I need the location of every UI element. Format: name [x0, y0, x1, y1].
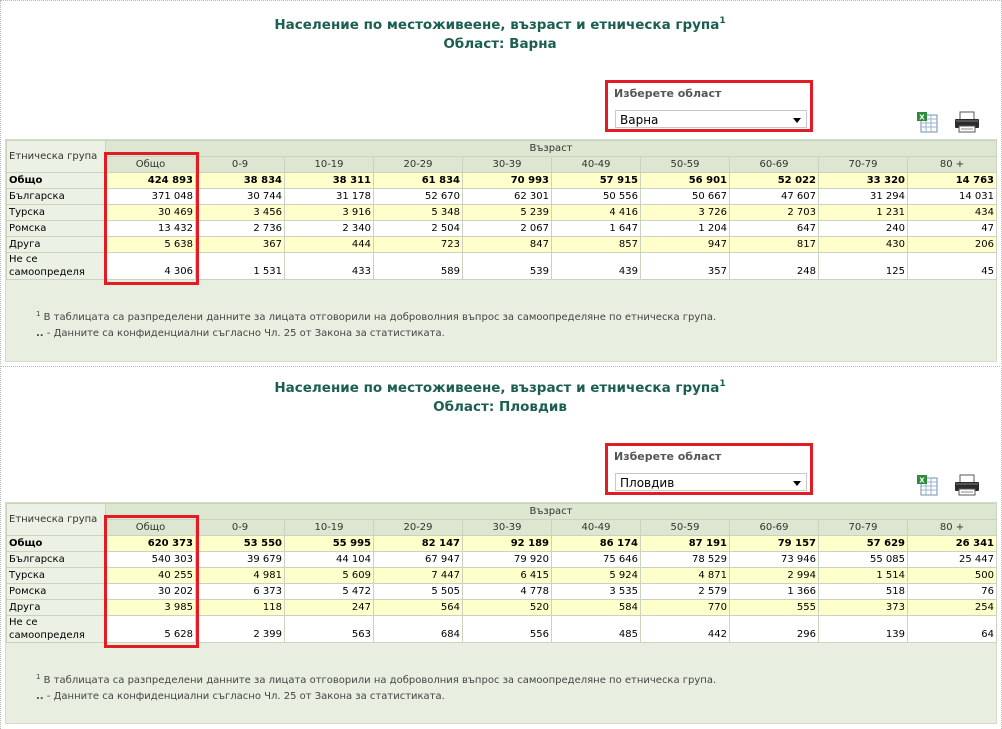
table-cell: 1 514 [819, 568, 908, 584]
table-cell: 56 901 [641, 173, 730, 189]
region-picker-label: Изберете област [614, 450, 722, 463]
table-cell: 30 202 [106, 584, 196, 600]
table-cell: 6 415 [463, 568, 552, 584]
table-cell: 647 [730, 221, 819, 237]
table-cell: 47 607 [730, 189, 819, 205]
table-cell: 75 646 [552, 552, 641, 568]
table-cell: 40 255 [106, 568, 196, 584]
table-cell: 50 556 [552, 189, 641, 205]
table-cell: 78 529 [641, 552, 730, 568]
footnote-mark: 1 [36, 310, 41, 318]
excel-export-icon[interactable] [916, 111, 938, 133]
table-cell: 1 647 [552, 221, 641, 237]
chevron-down-icon [793, 118, 801, 123]
table-cell: 4 778 [463, 584, 552, 600]
table-cell: 57 915 [552, 173, 641, 189]
table-cell: 30 744 [196, 189, 285, 205]
table-cell: 5 628 [106, 616, 196, 643]
row-label: Турска [7, 205, 106, 221]
table-cell: 73 946 [730, 552, 819, 568]
table-cell: 367 [196, 237, 285, 253]
column-header: Общо [106, 520, 196, 536]
table-cell: 563 [285, 616, 374, 643]
printer-icon[interactable] [954, 474, 980, 496]
column-header: 0-9 [196, 520, 285, 536]
column-header: 0-9 [196, 157, 285, 173]
table-cell: 79 157 [730, 536, 819, 552]
column-header: 40-49 [552, 157, 641, 173]
table-cell: 2 994 [730, 568, 819, 584]
printer-icon[interactable] [954, 111, 980, 133]
table-cell: 589 [374, 253, 463, 280]
table-cell: 2 703 [730, 205, 819, 221]
table-cell: 485 [552, 616, 641, 643]
table-cell: 564 [374, 600, 463, 616]
table-cell: 3 916 [285, 205, 374, 221]
table-cell: 2 504 [374, 221, 463, 237]
table-cell: 38 311 [285, 173, 374, 189]
table-cell: 4 306 [106, 253, 196, 280]
table-cell: 118 [196, 600, 285, 616]
row-label: Ромска [7, 221, 106, 237]
table-cell: 556 [463, 616, 552, 643]
table-cell: 444 [285, 237, 374, 253]
table-cell: 50 667 [641, 189, 730, 205]
table-cell: 55 995 [285, 536, 374, 552]
table-cell: 53 550 [196, 536, 285, 552]
region-picker [605, 443, 813, 495]
footnote-mark: 1 [36, 673, 41, 681]
table-cell: 3 456 [196, 205, 285, 221]
table-cell: 5 348 [374, 205, 463, 221]
row-label: Общо [7, 173, 106, 189]
table-cell: 61 834 [374, 173, 463, 189]
column-header: 20-29 [374, 157, 463, 173]
table-cell: 14 031 [908, 189, 997, 205]
table-cell: 87 191 [641, 536, 730, 552]
table-cell: 62 301 [463, 189, 552, 205]
table-cell: 5 472 [285, 584, 374, 600]
table-cell: 47 [908, 221, 997, 237]
row-label: Българска [7, 189, 106, 205]
table-cell: 4 981 [196, 568, 285, 584]
table-cell: 433 [285, 253, 374, 280]
table-cell: 125 [819, 253, 908, 280]
table-cell: 55 085 [819, 552, 908, 568]
table-cell: 1 204 [641, 221, 730, 237]
footnote-2-mark: .. [36, 691, 44, 702]
table-cell: 67 947 [374, 552, 463, 568]
page-title [0, 375, 1000, 417]
table-cell: 2 067 [463, 221, 552, 237]
column-header: 50-59 [641, 157, 730, 173]
table-cell: 430 [819, 237, 908, 253]
row-label: Ромска [7, 584, 106, 600]
table-cell: 64 [908, 616, 997, 643]
title-footnote-mark: 1 [719, 16, 726, 26]
table-cell: 4 416 [552, 205, 641, 221]
table-cell: 4 871 [641, 568, 730, 584]
table-cell: 357 [641, 253, 730, 280]
table-cell: 2 736 [196, 221, 285, 237]
age-header: Възраст [106, 504, 997, 520]
table-cell: 247 [285, 600, 374, 616]
column-header: 30-39 [463, 157, 552, 173]
table-cell: 70 993 [463, 173, 552, 189]
table-cell: 5 239 [463, 205, 552, 221]
table-cell: 857 [552, 237, 641, 253]
column-header: 30-39 [463, 520, 552, 536]
region-subtitle: Област: Пловдив [433, 399, 567, 415]
table-cell: 7 447 [374, 568, 463, 584]
table-cell: 540 303 [106, 552, 196, 568]
region-select-value: Пловдив [620, 476, 675, 490]
table-cell: 25 447 [908, 552, 997, 568]
total-column-highlight [104, 515, 199, 648]
table-cell: 13 432 [106, 221, 196, 237]
table-cell: 39 679 [196, 552, 285, 568]
page-title-text: Население по местоживеене, възраст и етническа група [274, 380, 720, 396]
ethnic-group-header: Етническа група [7, 141, 106, 173]
column-header: 80 + [908, 157, 997, 173]
row-label: Не се самоопределя [7, 253, 106, 280]
footnote-2-mark: .. [36, 328, 44, 339]
table-cell: 38 834 [196, 173, 285, 189]
table-cell: 6 373 [196, 584, 285, 600]
footnotes [36, 306, 716, 342]
row-label: Друга [7, 237, 106, 253]
region-select[interactable] [615, 110, 807, 128]
table-cell: 2 579 [641, 584, 730, 600]
table-cell: 817 [730, 237, 819, 253]
table-cell: 57 629 [819, 536, 908, 552]
table-cell: 44 104 [285, 552, 374, 568]
table-cell: 555 [730, 600, 819, 616]
table-cell: 79 920 [463, 552, 552, 568]
table-cell: 30 469 [106, 205, 196, 221]
table-cell: 296 [730, 616, 819, 643]
age-header: Възраст [106, 141, 997, 157]
region-picker [605, 80, 813, 132]
page-title [0, 12, 1000, 54]
table-cell: 5 505 [374, 584, 463, 600]
excel-export-icon[interactable] [916, 474, 938, 496]
table-cell: 240 [819, 221, 908, 237]
ethnic-group-header: Етническа група [7, 504, 106, 536]
row-label: Общо [7, 536, 106, 552]
table-cell: 45 [908, 253, 997, 280]
column-header: 80 + [908, 520, 997, 536]
table-cell: 424 893 [106, 173, 196, 189]
table-cell: 1 531 [196, 253, 285, 280]
column-header: Общо [106, 157, 196, 173]
row-label: Турска [7, 568, 106, 584]
row-label: Друга [7, 600, 106, 616]
title-footnote-mark: 1 [719, 379, 726, 389]
table-cell: 723 [374, 237, 463, 253]
table-cell: 620 373 [106, 536, 196, 552]
table-cell: 86 174 [552, 536, 641, 552]
table-cell: 31 294 [819, 189, 908, 205]
column-header: 40-49 [552, 520, 641, 536]
table-cell: 434 [908, 205, 997, 221]
table-cell: 33 320 [819, 173, 908, 189]
table-cell: 371 048 [106, 189, 196, 205]
table-cell: 442 [641, 616, 730, 643]
column-header: 10-19 [285, 157, 374, 173]
table-cell: 684 [374, 616, 463, 643]
column-header: 50-59 [641, 520, 730, 536]
table-cell: 2 340 [285, 221, 374, 237]
region-select-value: Варна [620, 113, 659, 127]
svg-text:X: X [919, 113, 925, 122]
table-cell: 770 [641, 600, 730, 616]
table-cell: 518 [819, 584, 908, 600]
page-title-text: Население по местоживеене, възраст и етническа група [274, 17, 720, 33]
table-cell: 52 670 [374, 189, 463, 205]
table-cell: 3 985 [106, 600, 196, 616]
footnote-2: - Данните са конфиденциални съгласно Чл. 25 от Закона за статистиката. [46, 328, 445, 339]
row-label: Не се самоопределя [7, 616, 106, 643]
table-cell: 76 [908, 584, 997, 600]
column-header: 70-79 [819, 157, 908, 173]
table-cell: 539 [463, 253, 552, 280]
footnote-1: В таблицата са разпределени данните за лицата отговорили на доброволния въпрос за самоопределяне по етническа група. [43, 312, 717, 323]
table-cell: 5 638 [106, 237, 196, 253]
region-select[interactable] [615, 473, 807, 491]
region-subtitle: Област: Варна [443, 36, 557, 52]
table-cell: 847 [463, 237, 552, 253]
table-cell: 1 366 [730, 584, 819, 600]
table-cell: 52 022 [730, 173, 819, 189]
total-column-highlight [104, 152, 199, 285]
column-header: 60-69 [730, 157, 819, 173]
column-header: 20-29 [374, 520, 463, 536]
table-cell: 31 178 [285, 189, 374, 205]
region-picker-label: Изберете област [614, 87, 722, 100]
column-header: 10-19 [285, 520, 374, 536]
table-cell: 82 147 [374, 536, 463, 552]
table-cell: 3 535 [552, 584, 641, 600]
row-label: Българска [7, 552, 106, 568]
footnote-2: - Данните са конфиденциални съгласно Чл. 25 от Закона за статистиката. [46, 691, 445, 702]
table-cell: 206 [908, 237, 997, 253]
table-cell: 92 189 [463, 536, 552, 552]
table-cell: 254 [908, 600, 997, 616]
column-header: 70-79 [819, 520, 908, 536]
table-cell: 5 609 [285, 568, 374, 584]
footnotes [36, 669, 716, 705]
table-cell: 500 [908, 568, 997, 584]
table-cell: 520 [463, 600, 552, 616]
table-cell: 2 399 [196, 616, 285, 643]
footnote-1: В таблицата са разпределени данните за лицата отговорили на доброволния въпрос за самоопределяне по етническа група. [43, 675, 717, 686]
table-cell: 584 [552, 600, 641, 616]
table-cell: 14 763 [908, 173, 997, 189]
table-cell: 439 [552, 253, 641, 280]
table-cell: 373 [819, 600, 908, 616]
table-cell: 26 341 [908, 536, 997, 552]
column-header: 60-69 [730, 520, 819, 536]
svg-text:X: X [919, 476, 925, 485]
chevron-down-icon [793, 481, 801, 486]
table-cell: 139 [819, 616, 908, 643]
table-cell: 947 [641, 237, 730, 253]
table-cell: 1 231 [819, 205, 908, 221]
table-cell: 248 [730, 253, 819, 280]
table-cell: 3 726 [641, 205, 730, 221]
table-cell: 5 924 [552, 568, 641, 584]
